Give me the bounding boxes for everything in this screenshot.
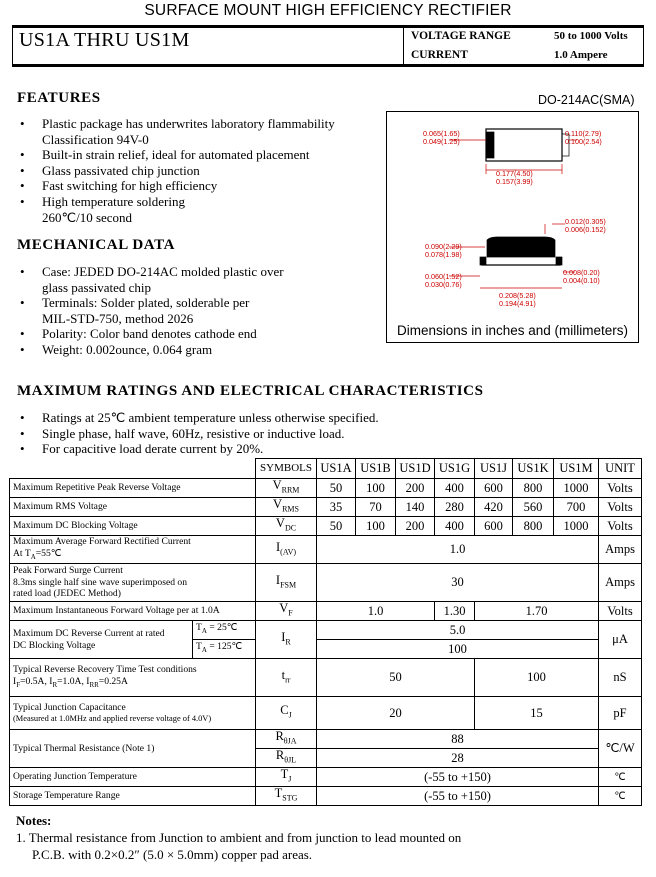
note-line: P.C.B. with 0.2×0.2″ (5.0 × 5.0mm) copper pad areas. bbox=[32, 847, 313, 862]
table-row: Operating Junction Temperature $T_J$ (-55 to +150) ℃ bbox=[10, 768, 642, 787]
mechanical-list bbox=[18, 264, 388, 358]
dim-label: 0.110(2.79) 0.100(2.54) bbox=[565, 129, 602, 146]
features-title: FEATURES bbox=[17, 90, 101, 106]
table-row: $T_A$ = 125℃ 100 bbox=[10, 640, 642, 659]
table-row: Typical Reverse Recovery Time Test conditions $I_F=0.5A$, $I_R=1.0A$, $I_{RR}=0.25A$ $t_{rr}$ 50 100 nS bbox=[10, 659, 642, 697]
part-range: US1A THRU US1M bbox=[19, 29, 190, 51]
header-cell: US1B bbox=[356, 459, 396, 479]
dim-label: 0.090(2.29) 0.078(1.98) bbox=[425, 242, 462, 259]
table-row: Maximum Repetitive Peak Reverse Voltage $V_{RRM}$ 50 100 200 400 600 800 1000 Volts bbox=[10, 479, 642, 498]
rating-condition: • For capacitive load derate current by 20%. bbox=[20, 441, 264, 457]
header-cell: SYMBOLS bbox=[256, 459, 317, 479]
voltage-range-label: VOLTAGE RANGE bbox=[411, 30, 511, 42]
table-row: Maximum Instantaneous Forward Voltage per at 1.0A $V_F$ 1.0 1.30 1.70 Volts bbox=[10, 602, 642, 621]
voltage-range-value: 50 to 1000 Volts bbox=[554, 30, 628, 42]
header-cell: UNIT bbox=[599, 459, 642, 479]
table-row: Maximum DC Blocking Voltage $V_{DC}$ 50 100 200 400 600 800 1000 Volts bbox=[10, 517, 642, 536]
table-row: Storage Temperature Range $T_{STG}$ (-55 to +150) ℃ bbox=[10, 787, 642, 806]
dim-label: 0.060(1.52) 0.030(0.76) bbox=[425, 272, 462, 289]
table-header-row bbox=[10, 459, 642, 479]
header-cell: US1G bbox=[435, 459, 475, 479]
ratings-table bbox=[9, 458, 642, 806]
header-cell: US1D bbox=[396, 459, 435, 479]
dim-label: 0.208(5.28) 0.194(4.91) bbox=[499, 291, 536, 308]
header-cell: US1M bbox=[554, 459, 599, 479]
header-cell: US1J bbox=[475, 459, 513, 479]
table-row: $R_{\theta JL}$ 28 bbox=[10, 749, 642, 768]
feature-item: • High temperature soldering 260℃/10 second bbox=[20, 193, 185, 225]
table-row: Peak Forward Surge Current 8.3ms single half sine wave superimposed on rated load (JEDEC Method) $I_{FSM}$ 30 Amps bbox=[10, 564, 642, 602]
feature-item: • Plastic package has underwrites laboratory flammability Classification 94V-0 bbox=[20, 116, 335, 147]
mechanical-item: • Weight: 0.002ounce, 0.064 gram bbox=[20, 341, 213, 357]
dim-label: 0.065(1.65) 0.049(1.25) bbox=[423, 129, 460, 146]
table-row: Maximum DC Reverse Current at rated DC Blocking Voltage $T_A$ = 25℃ $I_R$ 5.0 μA bbox=[10, 621, 642, 640]
table-row: Typical Thermal Resistance (Note 1) $R_{\theta JA}$ 88 ℃/W bbox=[10, 730, 642, 749]
rating-condition: • Ratings at 25℃ ambient temperature unless otherwise specified. bbox=[20, 410, 379, 425]
feature-item: • Fast switching for high efficiency bbox=[20, 178, 218, 194]
feature-item: • Built-in strain relief, ideal for automated placement bbox=[20, 147, 310, 163]
mechanical-item: • Terminals: Solder plated, solderable per MIL-STD-750, method 2026 bbox=[20, 295, 250, 326]
feature-item: • Glass passivated chip junction bbox=[20, 162, 200, 178]
ratings-title: MAXIMUM RATINGS AND ELECTRICAL CHARACTERISTICS bbox=[17, 383, 484, 399]
mechanical-item: • Case: JEDED DO-214AC molded plastic over glass passivated chip bbox=[20, 264, 284, 295]
dim-label: 0.008(0.20) 0.004(0.10) bbox=[563, 268, 600, 285]
package-dimension-diagram bbox=[386, 111, 639, 343]
mechanical-data-title: MECHANICAL DATA bbox=[17, 237, 176, 253]
document-banner: SURFACE MOUNT HIGH EFFICIENCY RECTIFIER bbox=[144, 2, 512, 19]
notes-title: Notes: bbox=[16, 813, 52, 828]
dim-label: 0.177(4.50) 0.157(3.99) bbox=[496, 169, 533, 186]
dimensions-caption: Dimensions in inches and (millimeters) bbox=[396, 323, 629, 338]
mechanical-item: • Polarity: Color band denotes cathode end bbox=[20, 326, 257, 342]
current-value: 1.0 Ampere bbox=[554, 49, 608, 61]
dim-label: 0.012(0.305) 0.006(0.152) bbox=[565, 217, 606, 234]
header-cell: US1A bbox=[317, 459, 356, 479]
current-label: CURRENT bbox=[411, 49, 468, 61]
note-line: 1. Thermal resistance from Junction to ambient and from junction to lead mounted on bbox=[16, 830, 462, 845]
table-row: Maximum RMS Voltage $V_{RMS}$ 35 70 140 280 420 560 700 Volts bbox=[10, 498, 642, 517]
ratings-conditions bbox=[18, 410, 638, 457]
header-box bbox=[12, 25, 644, 67]
rating-condition: • Single phase, half wave, 60Hz, resistive or inductive load. bbox=[20, 425, 345, 441]
table-row: Typical Junction Capacitance (Measured at 1.0MHz and applied reverse voltage of 4.0V) $C_J$ 20 15 pF bbox=[10, 697, 642, 730]
features-list bbox=[18, 116, 388, 225]
notes bbox=[16, 812, 461, 863]
table-row: Maximum Average Forward Rectified Current At $T_A=55℃$ $I_{(AV)}$ 1.0 Amps bbox=[10, 536, 642, 564]
header-cell: US1K bbox=[513, 459, 554, 479]
package-name: DO-214AC(SMA) bbox=[538, 93, 635, 107]
